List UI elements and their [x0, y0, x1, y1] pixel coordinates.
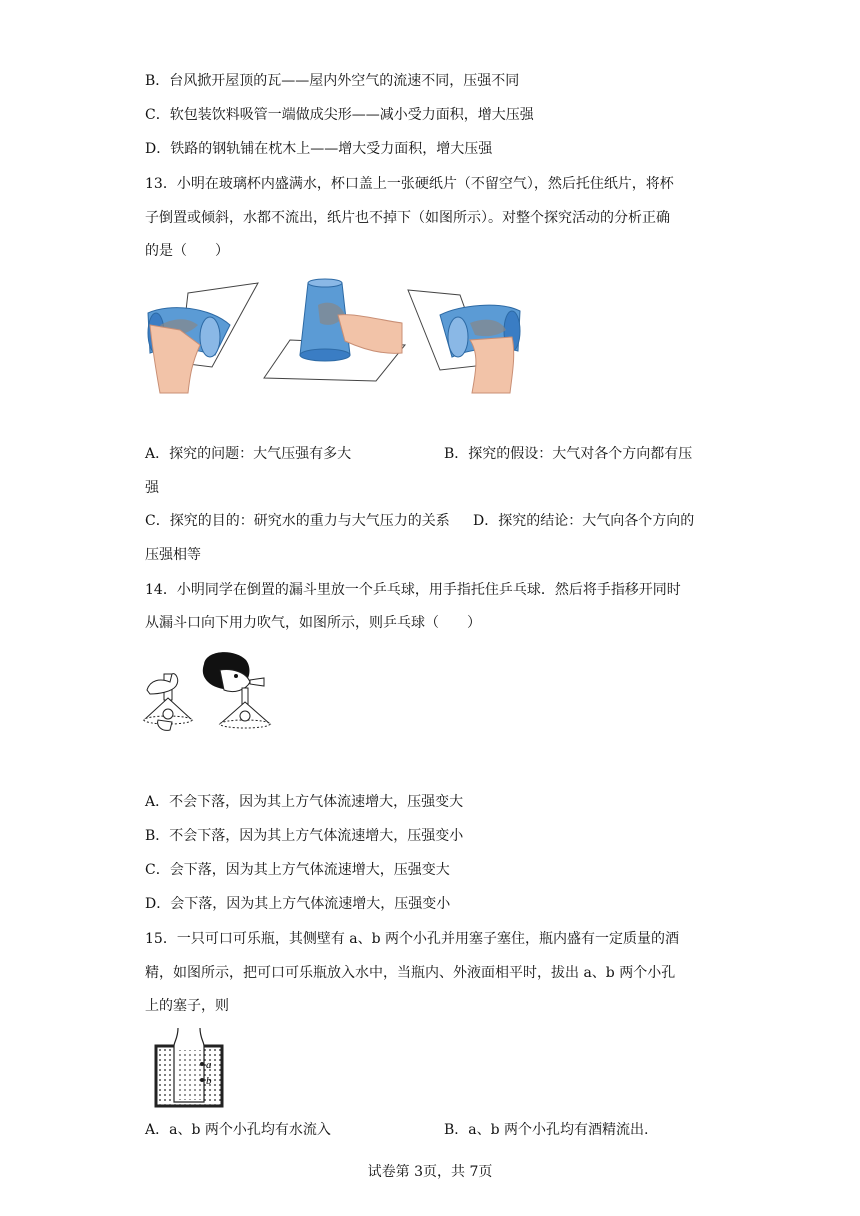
q15-stem-line1: 15．一只可口可乐瓶，其侧壁有 a、b 两个小孔并用塞子塞住，瓶内盛有一定质量的酒: [145, 931, 680, 947]
funnel-with-finger: [144, 674, 192, 731]
q13-stem-line1: 13．小明在玻璃杯内盛满水，杯口盖上一张硬纸片（不留空气），然后托住纸片，将杯: [145, 176, 674, 192]
q14-option-c: C．会下落，因为其上方气体流速增大，压强变大: [145, 862, 450, 878]
q13-option-d-part2: 压强相等: [145, 547, 201, 563]
q13-stem-line2: 子倒置或倾斜，水都不流出，纸片也不掉下（如图所示）。对整个探究活动的分析正确: [145, 210, 670, 226]
q14-figure-funnel: [142, 650, 282, 740]
q15-stem-line2: 精，如图所示，把可口可乐瓶放入水中，当瓶内、外液面相平时，拔出 a、b 两个小孔: [145, 965, 676, 981]
inverted-glass-middle: [264, 279, 405, 381]
q13-option-a: A．探究的问题：大气压强有多大: [145, 446, 352, 462]
q14-stem-line2: 从漏斗口向下用力吹气，如图所示，则乒乓球（ ）: [145, 615, 481, 631]
q13-option-b-part2: 强: [145, 480, 159, 496]
q13-option-c: C．探究的目的：研究水的重力与大气压力的关系: [145, 513, 450, 529]
q13-figure-glasses: [140, 275, 530, 395]
q15-option-a: A．a、b 两个小孔均有水流入: [145, 1122, 331, 1138]
tilted-glass-right: [408, 290, 520, 393]
page-footer: 试卷第 3页，共 7页: [367, 1164, 493, 1180]
q13-option-b-part1: B．探究的假设：大气对各个方向都有压: [444, 446, 693, 462]
q14-option-a: A．不会下落，因为其上方气体流速增大，压强变大: [145, 794, 464, 810]
q14-option-d: D．会下落，因为其上方气体流速增大，压强变小: [145, 896, 451, 912]
q14-option-b: B．不会下落，因为其上方气体流速增大，压强变小: [145, 828, 464, 844]
q12-option-b: B．台风掀开屋顶的瓦——屋内外空气的流速不同，压强不同: [145, 73, 520, 89]
hole-label-b: b: [206, 1075, 212, 1087]
q15-stem-line3: 上的塞子，则: [145, 998, 229, 1014]
q15-option-b: B．a、b 两个小孔均有酒精流出.: [444, 1122, 649, 1138]
tilted-glass-left: [148, 283, 258, 393]
q13-stem-line3: 的是（ ）: [145, 243, 229, 259]
q14-stem-line1: 14．小明同学在倒置的漏斗里放一个乒乓球，用手指托住乒乓球．然后将手指移开同时: [145, 582, 681, 598]
q12-option-d: D．铁路的钢轨铺在枕木上——增大受力面积，增大压强: [145, 141, 493, 157]
q12-option-c: C．软包装饮料吸管一端做成尖形——减小受力面积，增大压强: [145, 107, 534, 123]
q13-option-d-part1: D．探究的结论：大气向各个方向的: [473, 513, 695, 529]
q15-figure-bottle: [148, 1028, 230, 1110]
hole-label-a: a: [206, 1059, 212, 1071]
person-blowing: [203, 652, 270, 728]
